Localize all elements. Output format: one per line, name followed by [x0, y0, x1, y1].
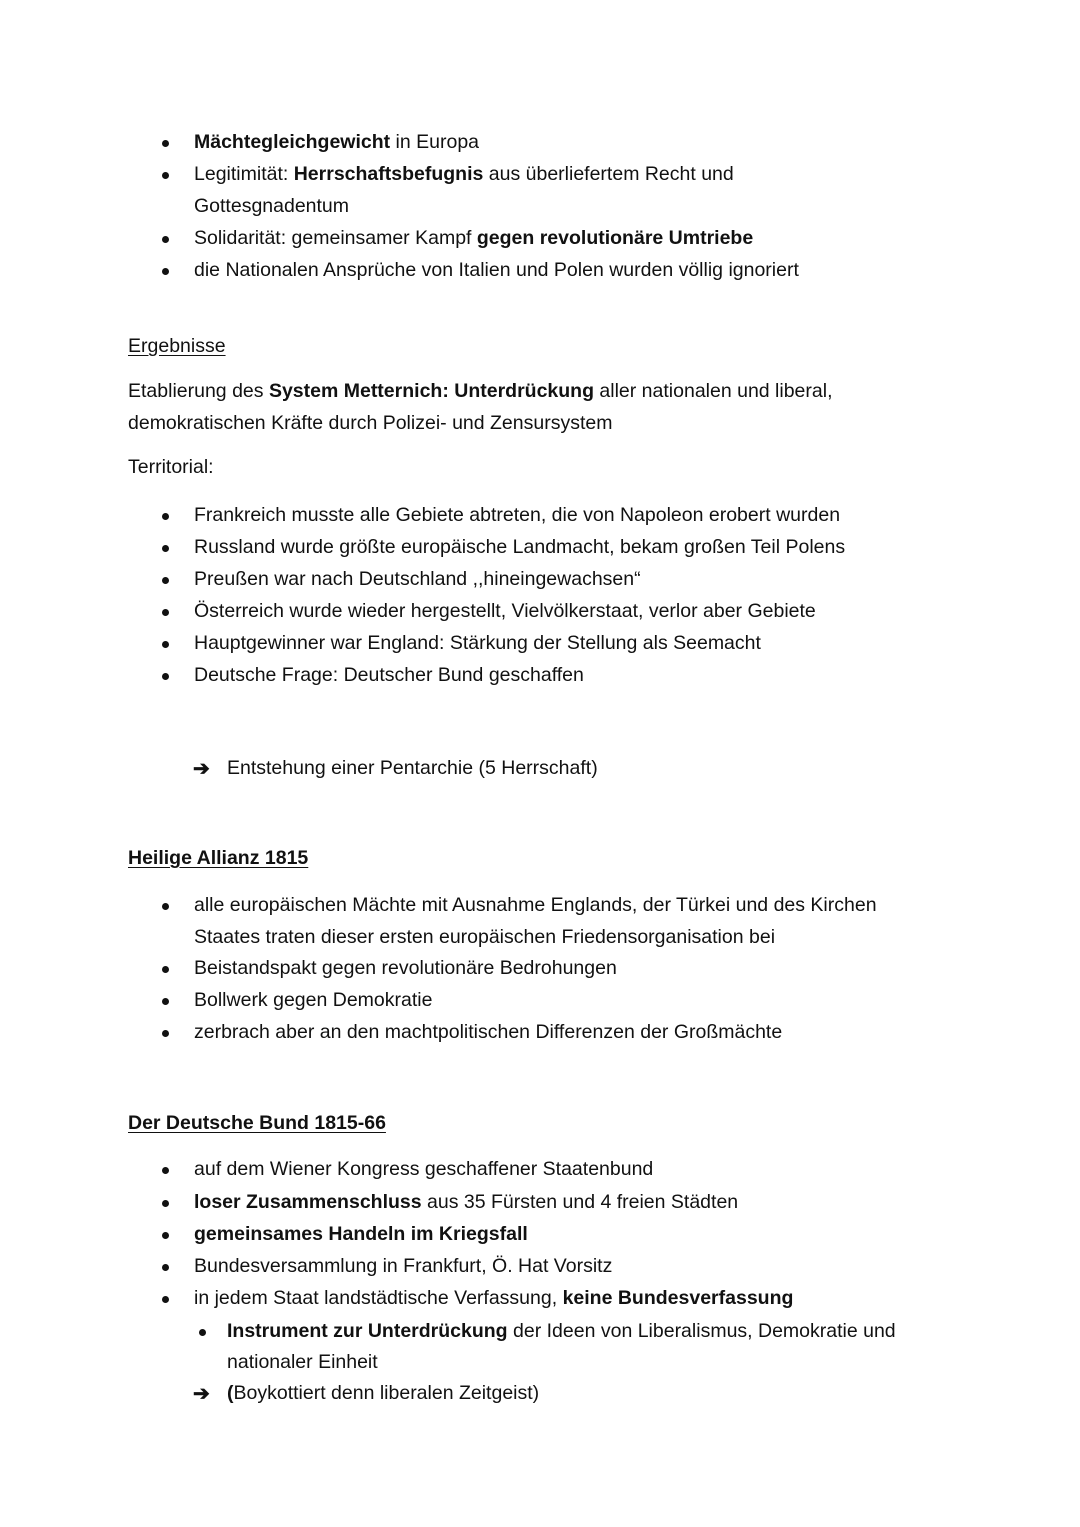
text: aller nationalen und liberal,: [594, 380, 833, 402]
bullet-icon: [162, 513, 169, 520]
list-item: [194, 1287, 793, 1310]
bullet-icon: [162, 236, 169, 243]
bold-text: System Metternich: Unterdrückung: [268, 380, 594, 402]
bold-text: (: [227, 1382, 234, 1404]
bullet-icon: [162, 1200, 169, 1207]
bullet-icon: [162, 1167, 169, 1174]
bullet-icon: [162, 1296, 169, 1303]
text: Boykottiert denn liberalen Zeitgeist): [233, 1382, 540, 1404]
paragraph: [128, 380, 833, 403]
text: aus 35 Fürsten und 4 freien Städten: [421, 1191, 739, 1213]
territorial-label: Territorial:: [128, 456, 214, 478]
section-heading-heilige-allianz: [128, 847, 308, 870]
bold-text: keine Bundesverfassung: [562, 1287, 794, 1309]
list-item-continuation: Gottesgnadentum: [194, 195, 350, 217]
section-heading-ergebnisse: Ergebnisse: [128, 335, 226, 357]
section-heading-deutscher-bund: [128, 1112, 386, 1135]
bold-text: Mächtegleichgewicht: [194, 131, 391, 153]
list-item: alle europäischen Mächte mit Ausnahme Englands, der Türkei und des Kirchen: [194, 894, 877, 916]
bold-text: gemeinsames Handeln im Kriegsfall: [194, 1223, 528, 1245]
bold-text: Herrschaftsbefugnis: [293, 163, 484, 185]
bullet-icon: [162, 966, 169, 973]
list-item: Russland wurde größte europäische Landmacht, bekam großen Teil Polens: [194, 536, 846, 558]
bullet-icon: [162, 998, 169, 1005]
text: Etablierung des: [128, 380, 269, 402]
text: in Europa: [390, 131, 480, 153]
right-arrow-icon: ➔: [193, 758, 210, 780]
bullet-icon: [162, 140, 169, 147]
list-item: Hauptgewinner war England: Stärkung der Stellung als Seemacht: [194, 632, 761, 654]
sub-list-item-continuation: nationaler Einheit: [227, 1351, 378, 1373]
bold-text: gegen revolutionäre Umtriebe: [476, 227, 754, 249]
bullet-icon: [162, 268, 169, 275]
text: Legitimität:: [194, 163, 294, 185]
list-item: [194, 131, 479, 154]
list-item: Österreich wurde wieder hergestellt, Vielvölkerstaat, verlor aber Gebiete: [194, 600, 816, 622]
text: aus überliefertem Recht und: [483, 163, 734, 185]
bold-text: Instrument zur Unterdrückung: [227, 1320, 508, 1342]
list-item: Beistandspakt gegen revolutionäre Bedrohungen: [194, 957, 617, 979]
list-item: [194, 227, 753, 250]
list-item: Bollwerk gegen Demokratie: [194, 989, 433, 1011]
right-arrow-icon: ➔: [193, 1383, 210, 1405]
text: der Ideen von Liberalismus, Demokratie und: [507, 1320, 896, 1342]
list-item: zerbrach aber an den machtpolitischen Differenzen der Großmächte: [194, 1021, 783, 1043]
list-item: Frankreich musste alle Gebiete abtreten, die von Napoleon erobert wurden: [194, 504, 841, 526]
bullet-icon: [162, 577, 169, 584]
arrow-note: [227, 1382, 539, 1405]
list-item: auf dem Wiener Kongress geschaffener Staatenbund: [194, 1158, 654, 1180]
bullet-icon: [162, 609, 169, 616]
bullet-icon: [162, 1232, 169, 1239]
bullet-icon: [162, 641, 169, 648]
paragraph-continuation: demokratischen Kräfte durch Polizei- und Zensursystem: [128, 412, 613, 434]
sub-list-item: [227, 1320, 896, 1343]
bullet-icon: [162, 172, 169, 179]
conclusion-text: Entstehung einer Pentarchie (5 Herrschaft): [227, 757, 598, 779]
bullet-icon: [162, 1030, 169, 1037]
list-item: die Nationalen Ansprüche von Italien und Polen wurden völlig ignoriert: [194, 259, 799, 281]
bold-text: loser Zusammenschluss: [194, 1191, 422, 1213]
list-item: [194, 1191, 738, 1214]
text: in jedem Staat landstädtische Verfassung,: [194, 1287, 563, 1309]
list-item: Deutsche Frage: Deutscher Bund geschaffen: [194, 664, 584, 686]
bullet-icon: [162, 903, 169, 910]
list-item-continuation: Staates traten dieser ersten europäischen Friedensorganisation bei: [194, 926, 776, 948]
heading-text: Heilige Allianz 1815: [128, 847, 309, 869]
list-item: Preußen war nach Deutschland ,,hineingewachsen“: [194, 568, 641, 590]
text: Solidarität: gemeinsamer Kampf: [194, 227, 477, 249]
bullet-icon: [162, 673, 169, 680]
heading-text: Der Deutsche Bund 1815-66: [128, 1112, 386, 1134]
bullet-icon: [162, 545, 169, 552]
list-item: Bundesversammlung in Frankfurt, Ö. Hat Vorsitz: [194, 1255, 613, 1277]
list-item: [194, 163, 734, 186]
bullet-icon: [199, 1329, 206, 1336]
bullet-icon: [162, 1264, 169, 1271]
list-item: [194, 1223, 528, 1246]
